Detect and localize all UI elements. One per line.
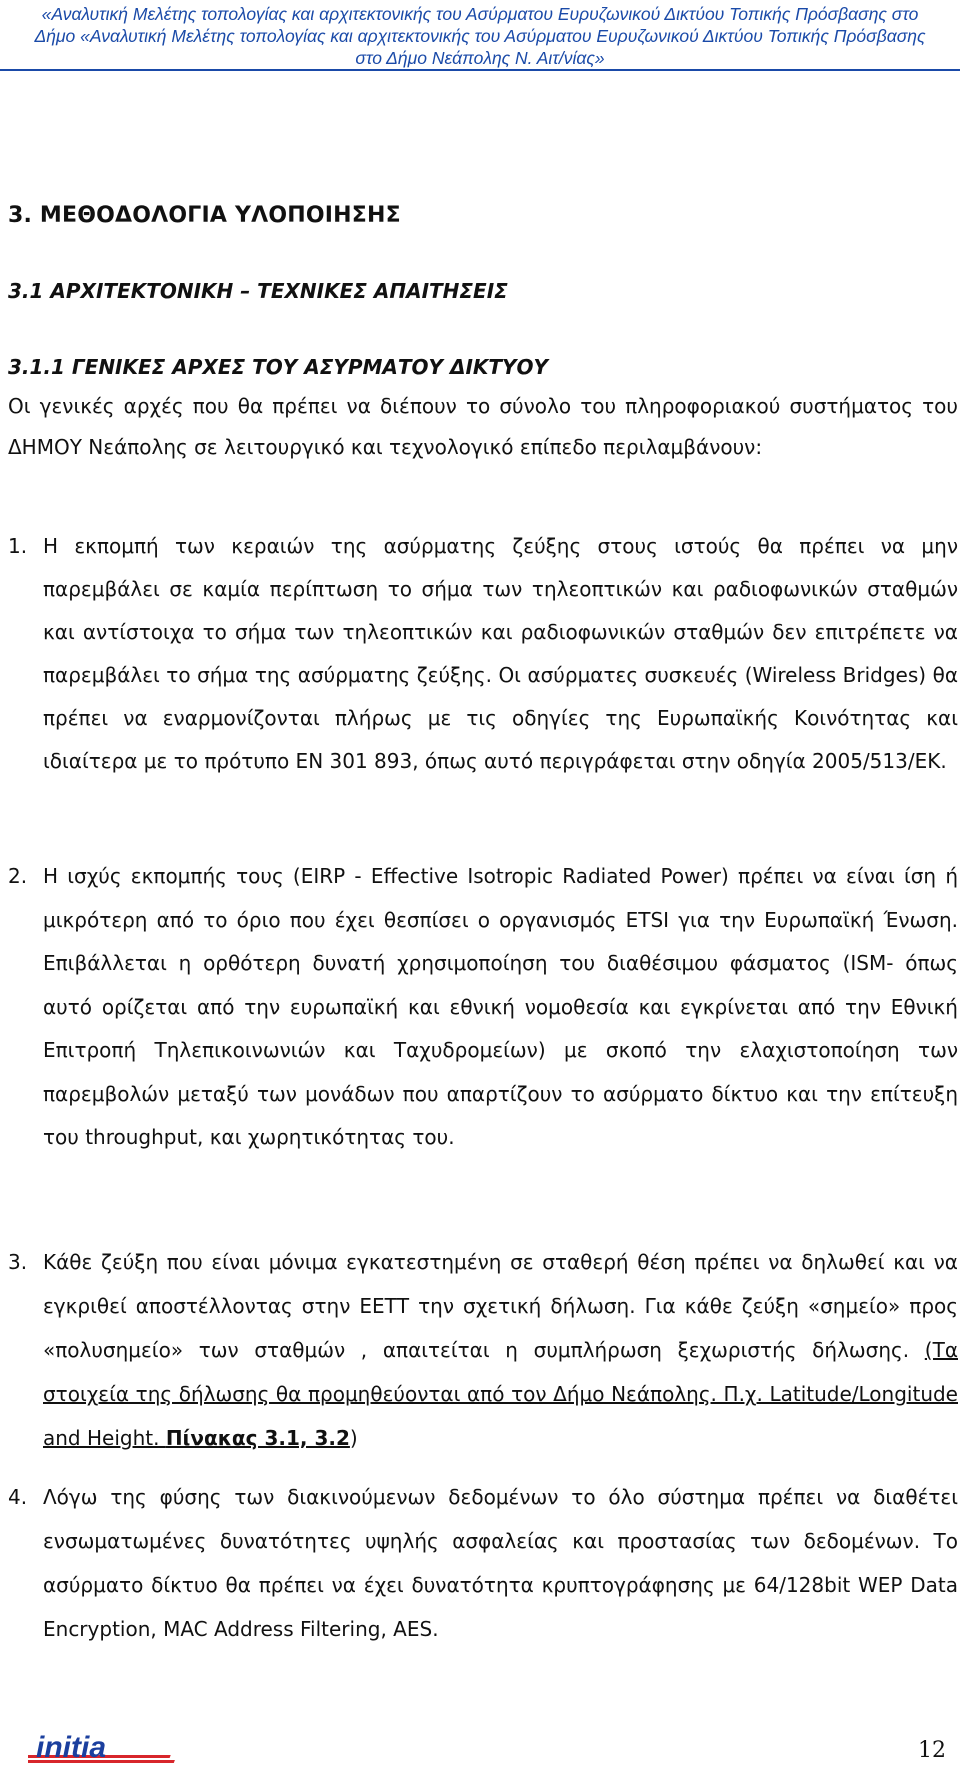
- list-item-number: 3.: [8, 1250, 28, 1274]
- list-item-number: 4.: [8, 1485, 28, 1509]
- list-item-text: Λόγω της φύσης των διακινούμενων δεδομένων το όλο σύστημα πρέπει να διαθέτει ενσωματωμένες δυνατότητες υψηλής ασφαλείας και προστασίας των δεδομένων. Το ασύρματο δίκτυο θα πρέπει να έχει δυνατότητα κρυπτογράφησης με 64/128bit WEP Data Encryption, MAC Address Filtering, AES.: [43, 1485, 958, 1641]
- subsection-heading: 3.1.1 ΓΕΝΙΚΕΣ ΑΡΧΕΣ ΤΟΥ ΑΣΥΡΜΑΤΟΥ ΔΙΚΤΥΟΥ: [8, 355, 548, 379]
- header-line-2: Δήμο «Αναλυτική Μελέτης τοπολογίας και αρχιτεκτονικής του Ασύρματου Ευρυζωνικού Δικτύου Τοπικής Πρόσβασης: [34, 26, 926, 46]
- list-item: [8, 525, 958, 783]
- initia-logo-graphic: [28, 1735, 188, 1765]
- list-item-number: 1.: [8, 534, 28, 558]
- intro-paragraph: Οι γενικές αρχές που θα πρέπει να διέπουν το σύνολο του πληροφοριακού συστήματος του ΔΗΜΟΥ Νεάπολης σε λειτουργικό και τεχνολογικό επίπεδο περιλαμβάνουν:: [8, 394, 958, 459]
- list-item-text: [43, 1240, 958, 1460]
- chapter-heading: 3. ΜΕΘΟΔΟΛΟΓΙΑ ΥΛΟΠΟΙΗΣΗΣ: [8, 203, 401, 228]
- section-heading: 3.1 ΑΡΧΙΤΕΚΤΟΝΙΚΗ – ΤΕΧΝΙΚΕΣ ΑΠΑΙΤΗΣΕΙΣ: [8, 279, 508, 303]
- header-line-1: «Αναλυτική Μελέτης τοπολογίας και αρχιτεκτονικής του Ασύρματου Ευρυζωνικού Δικτύου Τοπικής Πρόσβασης στο: [41, 4, 919, 24]
- table-reference: Πίνακας 3.1, 3.2: [165, 1426, 350, 1450]
- initia-logo: [28, 1735, 188, 1769]
- page-number: 12: [918, 1738, 946, 1763]
- svg-text:initia: initia: [36, 1735, 107, 1764]
- list-item-number: 2.: [8, 864, 28, 888]
- header-divider: [0, 69, 960, 71]
- declaration-note: (Τα στοιχεία της δήλωσης θα προμηθεύονται από τον Δήμο Νεάπολης. Π.χ. Latitude/Longitude and Height.: [43, 1338, 958, 1450]
- running-header: [0, 0, 960, 70]
- list-item-text: Η εκπομπή των κεραιών της ασύρματης ζεύξης στους ιστούς θα πρέπει να μην παρεμβάλει σε καμία περίπτωση το σήμα των τηλεοπτικών και ραδιοφωνικών σταθμών και αντίστοιχα το σήμα των τηλεοπτικών και ραδιοφωνικών σταθμών δεν επιτρέπετε να παρεμβάλει το σήμα της ασύρματης ζεύξης. Οι ασύρματες συσκευές (Wireless Bridges) θα πρέπει να εναρμονίζονται πλήρως με τις οδηγίες της Ευρωπαϊκής Κοινότητας και ιδιαίτερα με το πρότυπο EN 301 893, όπως αυτό περιγράφεται στην οδηγία 2005/513/ΕΚ.: [43, 534, 958, 773]
- list-item: [8, 1475, 958, 1651]
- list-item: [8, 855, 958, 1160]
- header-line-3: στο Δήμο Νεάπολης Ν. Αιτ/νίας»: [355, 48, 605, 68]
- closing-paren: ): [349, 1426, 358, 1450]
- list-item-text-plain: Κάθε ζεύξη που είναι μόνιμα εγκατεστημένη σε σταθερή θέση πρέπει να δηλωθεί και να εγκριθεί αποστέλλοντας στην ΕΕΤΤ την σχετική δήλωση. Για κάθε ζεύξη «σημείο» προς «πολυσημείο» των σταθμών , απαιτείται η συμπλήρωση ξεχωριστής δήλωσης.: [43, 1250, 958, 1362]
- list-item: [8, 1240, 958, 1460]
- list-item-text: Η ισχύς εκπομπής τους (EIRP - Effective Isotropic Radiated Power) πρέπει να είναι ίση ή μικρότερη από το όριο που έχει θεσπίσει ο οργανισμός ETSI για την Ευρωπαϊκή Ένωση. Επιβάλλεται η ορθότερη δυνατή χρησιμοποίηση του διαθέσιμου φάσματος (ISM- όπως αυτό ορίζεται από την ευρωπαϊκή και εθνική νομοθεσία και εγκρίνεται από την Εθνική Επιτροπή Τηλεπικοινωνιών και Ταχυδρομείων) με σκοπό την ελαχιστοποίηση των παρεμβολών μεταξύ των μονάδων που απαρτίζουν το ασύρματο δίκτυο και την επίτευξη του throughput, και χωρητικότητας του.: [43, 864, 958, 1149]
